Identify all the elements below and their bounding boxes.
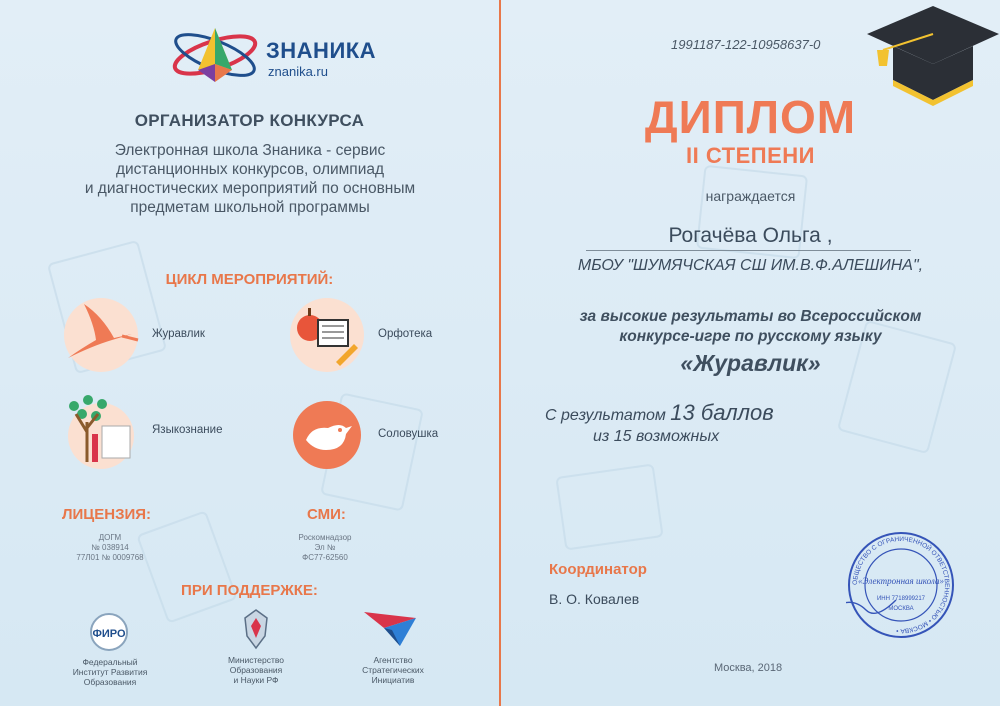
result-line xyxy=(545,400,774,426)
coordinator-title: Координатор xyxy=(549,561,647,578)
achievement-line: конкурсе-игре по русскому языку xyxy=(619,328,882,345)
media-line: Эл № xyxy=(314,543,336,552)
supporter-line: Стратегических xyxy=(362,665,424,675)
coordinator-name: В. О. Ковалев xyxy=(549,591,640,607)
event-label: Языкознание xyxy=(152,424,223,436)
city-year: Москва, 2018 xyxy=(714,662,783,674)
stamp-city: МОСКВА xyxy=(888,606,914,612)
organizer-desc-line: дистанционных конкурсов, олимпиад xyxy=(115,161,385,178)
firo-emblem-icon xyxy=(86,612,132,652)
event-yazykoznanie xyxy=(62,392,282,472)
supporter-line: Агентство xyxy=(373,655,413,665)
logo-name: ЗНАНИКА xyxy=(266,38,377,63)
stamp-ring-text: ОБЩЕСТВО С ОГРАНИЧЕННОЙ ОТВЕТСТВЕННОСТЬЮ • МОСКВА • xyxy=(851,535,951,635)
organizer-desc-line: предметам школьной программы xyxy=(130,199,370,216)
diploma-panel xyxy=(501,0,1000,706)
asi-logo-icon xyxy=(362,608,418,648)
supporter-line: Образования xyxy=(229,665,283,675)
contest-name: «Журавлик» xyxy=(680,350,821,376)
media-details xyxy=(270,533,380,563)
license-details xyxy=(55,533,165,563)
stamp-text: «Электронная школа» xyxy=(858,576,944,586)
supporter-line: Институт Развития xyxy=(72,667,148,677)
event-label: Соловушка xyxy=(378,428,439,440)
awarded-text: награждается xyxy=(705,188,796,204)
organizer-panel xyxy=(0,0,499,706)
book-pen-icon xyxy=(288,296,366,374)
name-underline xyxy=(586,250,911,251)
achievement-text xyxy=(501,307,1000,347)
support-title: ПРИ ПОДДЕРЖКЕ: xyxy=(181,582,318,599)
supporter-firo xyxy=(55,657,165,687)
crane-icon xyxy=(62,296,140,374)
license-title: ЛИЦЕНЗИЯ: xyxy=(62,506,152,523)
supporter-asi xyxy=(338,655,448,685)
znanika-logo-icon xyxy=(170,24,260,86)
supporter-line: Министерство xyxy=(227,655,285,665)
license-line: 77Л01 № 0009768 xyxy=(76,553,144,562)
organizer-title: ОРГАНИЗАТОР КОНКУРСА xyxy=(134,111,365,130)
media-line: Роскомнадзор xyxy=(298,533,352,542)
recipient-name: Рогачёва Ольга , xyxy=(668,224,833,247)
result-prefix: С результатом xyxy=(545,407,666,424)
license-line: ДОГМ xyxy=(98,533,122,542)
tree-book-icon xyxy=(62,392,140,470)
achievement-line: за высокие результаты во Всероссийском xyxy=(579,308,922,325)
diploma-degree: II СТЕПЕНИ xyxy=(686,143,815,168)
event-label: Орфотека xyxy=(378,328,433,340)
license-line: № 038914 xyxy=(91,543,129,552)
znanika-logo xyxy=(170,24,390,86)
diploma-title: ДИПЛОМ xyxy=(644,91,857,143)
result-value: 13 баллов xyxy=(670,400,774,425)
logo-url: znanika.ru xyxy=(268,64,328,79)
event-solovushka xyxy=(288,396,508,476)
bird-icon xyxy=(288,396,366,474)
firo-badge-text: ФИРО xyxy=(92,628,126,640)
events-cycle-title: ЦИКЛ МЕРОПРИЯТИЙ: xyxy=(165,271,334,288)
school-stamp xyxy=(846,530,956,640)
supporter-line: Образования xyxy=(83,677,137,687)
media-line: ФС77-62560 xyxy=(302,553,348,562)
diploma-id: 1991187-122-10958637-0 xyxy=(671,37,821,52)
supporter-ministry xyxy=(201,655,311,685)
supporter-line: Федеральный xyxy=(82,657,138,667)
supporter-line: Инициатив xyxy=(371,675,415,685)
organizer-desc-line: Электронная школа Знаника - сервис xyxy=(114,142,386,159)
supporter-line: и Науки РФ xyxy=(233,675,279,685)
organizer-description xyxy=(30,141,470,217)
event-label: Журавлик xyxy=(152,328,205,340)
organizer-desc-line: и диагностических мероприятий по основным xyxy=(84,180,416,197)
stamp-inn: ИНН 7718999217 xyxy=(876,596,926,602)
ministry-emblem-icon xyxy=(241,608,271,650)
event-zhuravlik xyxy=(62,296,282,376)
media-title: СМИ: xyxy=(307,506,346,523)
event-orfoteka xyxy=(288,296,508,376)
result-max: из 15 возможных xyxy=(593,428,720,445)
recipient-school: МБОУ "ШУМЯЧСКАЯ СШ ИМ.В.Ф.АЛЕШИНА", xyxy=(577,257,924,274)
